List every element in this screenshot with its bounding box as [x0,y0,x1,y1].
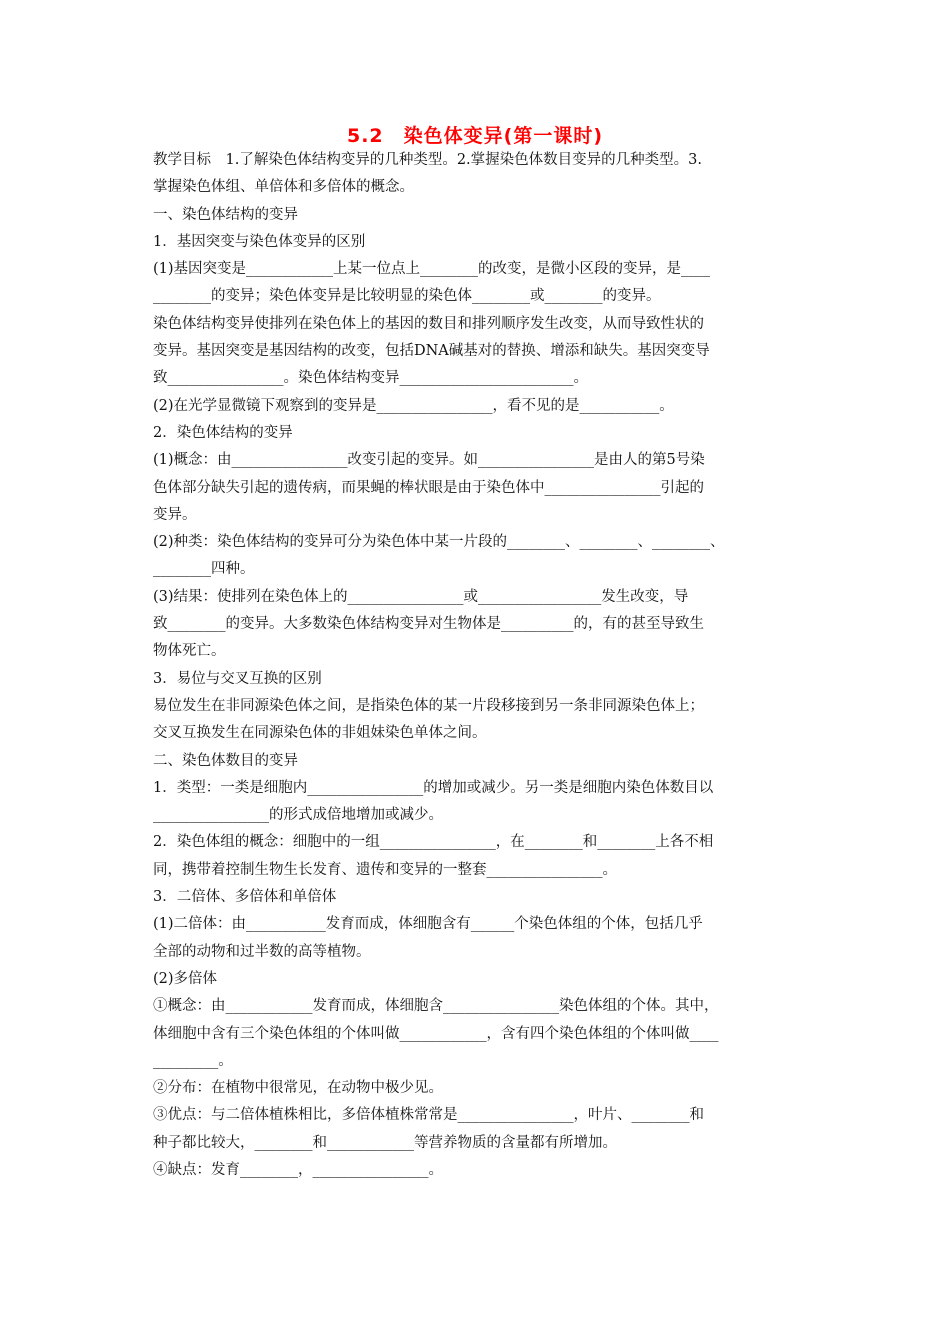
text-line: 致________的变异。大多数染色体结构变异对生物体是__________的，有的甚至导致生 [153,616,704,633]
text-line: 物体死亡。 [153,643,226,660]
text-line: 1．类型：一类是细胞内________________的增加或减少。另一类是细胞内染色体数目以 [153,779,714,796]
text-line: _________。 [153,1052,233,1069]
text-line: 2．染色体组的概念：细胞中的一组________________，在________和________上各不相 [153,834,714,851]
text-line: (2)在光学显微镜下观察到的变异是________________，看不见的是___________。 [153,397,674,414]
section-heading: 二、染色体数目的变异 [153,752,298,769]
page-title: 5.2 染色体变异(第一课时) [346,125,604,147]
text-line: (3)结果：使排列在染色体上的________________或_________________发生改变，导 [153,588,689,605]
subsection-heading: 1．基因突变与染色体变异的区别 [153,233,366,250]
text-line: ________________的形式成倍地增加或减少。 [153,807,443,824]
text-line: (1)概念：由________________改变引起的变异。如________________是由人的第5号染 [153,452,705,469]
text-line: ②分布：在植物中很常见，在动物中极少见。 [153,1080,443,1097]
text-line: ④缺点：发育________，________________。 [153,1161,443,1178]
text-line: ③优点：与二倍体植株相比，多倍体植株常常是________________，叶片、________和 [153,1107,704,1124]
text-line: 易位发生在非同源染色体之间，是指染色体的某一片段移接到另一条非同源染色体上； [153,697,704,714]
subsection-heading: 3．易位与交叉互换的区别 [153,670,322,687]
text-line: 体细胞中含有三个染色体组的个体叫做____________，含有四个染色体组的个体叫做____ [153,1025,719,1042]
text-line: 教学目标 1.了解染色体结构变异的几种类型。2.掌握染色体数目变异的几种类型。3. [153,152,703,168]
text-line: (2)多倍体 [153,970,218,987]
subsection-heading: 2．染色体结构的变异 [153,424,293,441]
text-line: 色体部分缺失引起的遗传病，而果蝇的棒状眼是由于染色体中________________引起的 [153,479,704,496]
text-line: 种子都比较大，________和____________等营养物质的含量都有所增加。 [153,1134,617,1151]
text-line: (1)基因突变是____________上某一位点上________的改变，是微小区段的变异，是____ [153,261,711,278]
section-heading: 一、染色体结构的变异 [153,206,298,223]
text-line: 全部的动物和过半数的高等植物。 [153,943,371,960]
text-line: 染色体结构变异使排列在染色体上的基因的数目和排列顺序发生改变，从而导致性状的 [153,315,704,332]
subsection-heading: 3．二倍体、多倍体和单倍体 [153,889,337,906]
text-line: ________四种。 [153,561,255,578]
text-line: 掌握染色体组、单倍体和多倍体的概念。 [153,179,414,196]
text-line: ①概念：由____________发育而成，体细胞含________________染色体组的个体。其中， [153,998,719,1015]
text-line: ________的变异；染色体变异是比较明显的染色体________或________的变异。 [153,288,661,305]
text-line: 变异。 [153,506,197,523]
text-line: 致________________。染色体结构变异________________________。 [153,370,588,387]
text-line: 交叉互换发生在同源染色体的非姐妹染色单体之间。 [153,725,487,742]
document-body [153,147,798,1184]
text-line: (2)种类：染色体结构的变异可分为染色体中某一片段的________、________、________、 [153,534,725,551]
text-line: 同，携带着控制生物生长发育、遗传和变异的一整套________________。 [153,861,617,878]
text-line: (1)二倍体：由___________发育而成，体细胞含有______个染色体组的个体，包括几乎 [153,916,703,933]
text-line: 变异。基因突变是基因结构的改变，包括DNA碱基对的替换、增添和缺失。基因突变导 [153,343,710,360]
